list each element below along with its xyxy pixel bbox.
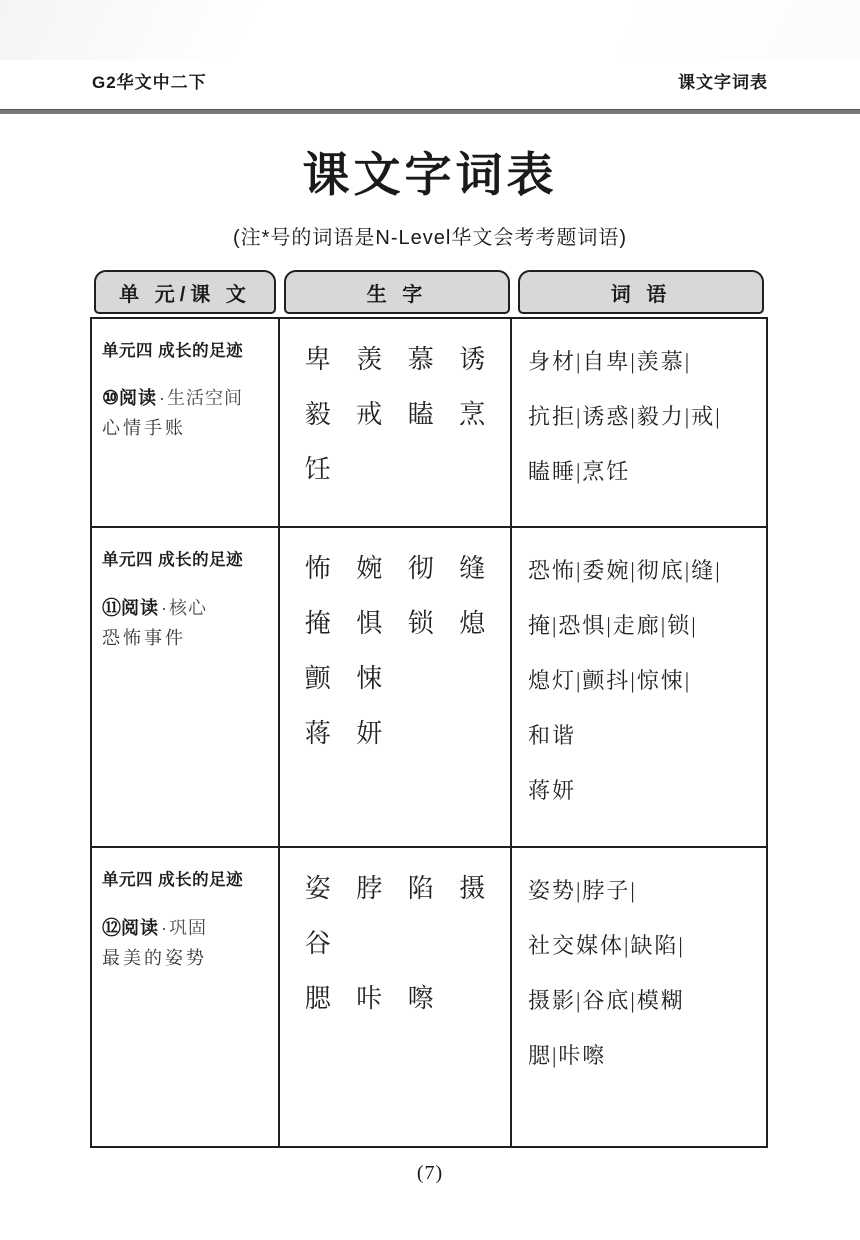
word-line: 瞌睡|烹饪 <box>528 459 631 484</box>
char: 嚓 <box>407 984 434 1013</box>
word-line: 掩|恐惧|走廊|锁| <box>528 613 698 638</box>
words-cell <box>512 319 766 526</box>
word-line: 熄灯|颤抖|惊悚| <box>528 668 692 693</box>
char: 掩 <box>304 609 331 638</box>
word-line: 腮|咔嚓 <box>528 1043 607 1068</box>
lesson-number: ⑩ <box>102 388 120 409</box>
char: 摄 <box>459 874 486 903</box>
lesson-title: 最美的姿势 <box>102 948 207 968</box>
table-body <box>90 317 768 1148</box>
word-line: 恐怖|委婉|彻底|缝| <box>528 558 722 583</box>
char: 熄 <box>459 609 486 638</box>
char: 腮 <box>304 984 331 1013</box>
char-line <box>292 651 498 706</box>
char-line <box>292 971 498 1026</box>
word-line: 抗拒|诱惑|毅力|戒| <box>528 404 722 429</box>
header-cell-words <box>514 270 768 317</box>
char: 彻 <box>407 554 434 583</box>
unit-cell <box>92 848 280 1146</box>
lesson-number: ⑫ <box>102 918 122 939</box>
char: 怖 <box>304 554 331 583</box>
char: 颤 <box>304 664 331 693</box>
note-line: (注*号的词语是N-Level华文会考考题词语) <box>232 227 628 249</box>
unit-cell <box>92 319 280 526</box>
char: 慕 <box>407 345 434 374</box>
column-header-unit: 单 元/课 文 <box>94 270 276 314</box>
char-line <box>292 387 498 442</box>
lesson-topic: 巩固 <box>169 918 208 938</box>
word-line: 蒋妍 <box>528 778 577 803</box>
unit-name: 单元四 成长的足迹 <box>102 871 244 889</box>
char: 陷 <box>407 874 434 903</box>
char-line <box>292 442 498 497</box>
char: 姿 <box>304 874 331 903</box>
char: 谷 <box>304 929 331 958</box>
char: 锁 <box>407 609 434 638</box>
char-line <box>292 861 498 916</box>
vocab-table <box>90 270 768 1148</box>
chars-cell <box>280 319 512 526</box>
lesson-separator: · <box>161 598 168 618</box>
lesson-type: 阅读 <box>119 388 158 408</box>
char: 烹 <box>459 400 486 429</box>
table-header-row <box>90 270 768 317</box>
running-header-right: 课文字词表 <box>678 73 768 92</box>
word-line: 和谐 <box>528 723 577 748</box>
header-rule <box>0 109 860 114</box>
char: 婉 <box>356 554 383 583</box>
char: 脖 <box>356 874 383 903</box>
page-title: 课文字词表 <box>302 148 558 201</box>
word-line: 摄影|谷底|模糊 <box>528 988 685 1013</box>
table-row <box>92 319 766 528</box>
char-line <box>292 541 498 596</box>
char-line <box>292 706 498 761</box>
lesson-line <box>102 593 272 620</box>
header-cell-chars <box>280 270 514 317</box>
char: 羡 <box>356 345 383 374</box>
unit-name: 单元四 成长的足迹 <box>102 551 244 569</box>
lesson-title: 心情手账 <box>102 418 186 438</box>
char: 饪 <box>304 455 331 484</box>
unit-cell <box>92 528 280 846</box>
lesson-topic: 核心 <box>169 598 208 618</box>
char: 毅 <box>304 400 331 429</box>
lesson-line <box>102 384 272 410</box>
char: 惧 <box>356 609 383 638</box>
lesson-line <box>102 913 272 940</box>
lesson-separator: · <box>161 918 168 938</box>
lesson-title: 恐怖事件 <box>102 628 186 648</box>
char: 诱 <box>459 345 486 374</box>
lesson-separator: · <box>159 388 166 408</box>
char: 卑 <box>304 345 331 374</box>
char: 瞌 <box>407 400 434 429</box>
running-header <box>0 0 860 93</box>
lesson-type: 阅读 <box>121 918 160 938</box>
char-line <box>292 916 498 971</box>
char: 咔 <box>356 984 383 1013</box>
char: 悚 <box>356 664 383 693</box>
page-number: (7) <box>416 1162 444 1184</box>
running-header-left: G2华文中二下 <box>92 73 207 92</box>
column-header-chars: 生 字 <box>284 270 510 314</box>
word-line: 社交媒体|缺陷| <box>528 933 685 958</box>
chars-cell <box>280 848 512 1146</box>
word-line: 身材|自卑|羡慕| <box>528 349 692 374</box>
char-line <box>292 332 498 387</box>
lesson-type: 阅读 <box>121 598 160 618</box>
words-cell <box>512 528 766 846</box>
lesson-number: ⑪ <box>102 598 122 619</box>
chars-cell <box>280 528 512 846</box>
words-cell <box>512 848 766 1146</box>
table-row <box>92 848 766 1146</box>
char: 蒋 <box>304 719 331 748</box>
table-row <box>92 528 766 848</box>
lesson-topic: 生活空间 <box>167 388 244 408</box>
word-line: 姿势|脖子| <box>528 878 637 903</box>
header-cell-unit <box>90 270 280 317</box>
page-footer <box>0 1162 860 1185</box>
char: 缝 <box>459 554 486 583</box>
char-line <box>292 596 498 651</box>
char: 戒 <box>356 400 383 429</box>
column-header-words: 词 语 <box>518 270 764 314</box>
char: 妍 <box>356 719 383 748</box>
unit-name: 单元四 成长的足迹 <box>102 342 244 360</box>
